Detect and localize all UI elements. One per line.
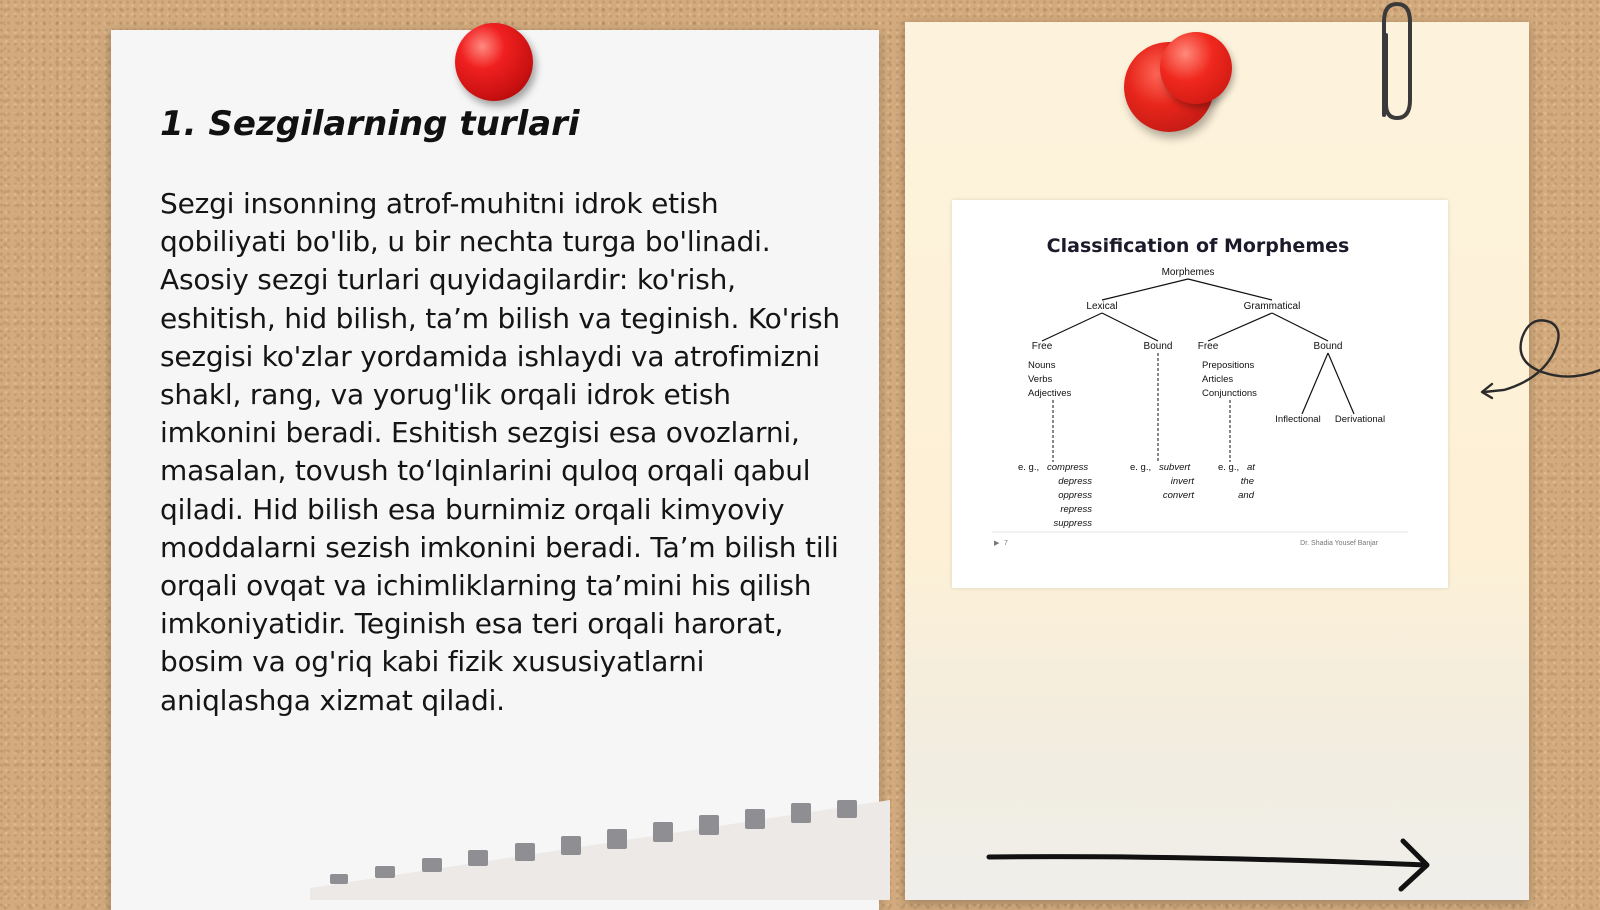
squiggle-arrow-icon <box>1480 310 1600 410</box>
node-lexical: Lexical <box>1086 301 1118 312</box>
long-arrow-icon <box>985 835 1445 895</box>
node-morphemes: Morphemes <box>1161 267 1215 278</box>
example-word: depress <box>1058 476 1092 487</box>
example-word: invert <box>1170 476 1194 487</box>
play-icon: ▶ <box>994 540 1000 547</box>
example-word: compress <box>1047 462 1089 473</box>
free-type-nouns: Nouns <box>1028 360 1056 371</box>
example-prefix: e. g., <box>1130 462 1152 473</box>
example-word: and <box>1238 490 1254 501</box>
slide-body-text: Sezgi insonning atrof-muhitni idrok etish qobiliyati bo'lib, u bir nechta turga bo'linadi. Asosiy sezgi turlari quyidagilardir: ko'rish, eshitish, hid bilish, ta’m bilish va teginish. Ko'rish sezgisi ko'zlar yordamida ishlaydi va atrofimizni shakl, rang, va yorug'lik orqali idrok etish imkonini beradi. Eshitish sezgisi esa ovozlarni, masalan, tovush to‘lqinlarini quloq orqali qabul qiladi. Hid bilish esa burnimiz orqali kimyoviy moddalarni sezish imkonini beradi. Ta’m bilish tili orqali ovqat va ichimliklarning ta’mini his qilish imkoniyatidir. Teginish esa teri orqali harorat, bosim va og'riq kabi fizik xususiyatlarni aniqlashga xizmat qiladi. <box>160 187 840 717</box>
footer-author: Dr. Shadia Yousef Banjar <box>1300 540 1378 547</box>
torn-paper-edge <box>310 800 890 900</box>
example-word: at <box>1247 462 1255 473</box>
bound-type-derivational: Derivational <box>1334 414 1386 425</box>
node-grammatical-bound: Bound <box>1313 341 1343 352</box>
bound-type-inflectional: Inflectional <box>1275 414 1321 425</box>
node-grammatical-free: Free <box>1197 341 1219 352</box>
morpheme-tree-diagram <box>952 200 1448 588</box>
example-word: repress <box>1060 504 1092 515</box>
slide-title: 1. Sezgilarning turlari <box>160 104 580 144</box>
node-lexical-free: Free <box>1031 341 1053 352</box>
morpheme-diagram-card <box>952 200 1448 588</box>
example-word: oppress <box>1058 490 1092 501</box>
push-pin-icon <box>455 23 533 101</box>
example-word: the <box>1240 476 1254 487</box>
gram-free-conjunctions: Conjunctions <box>1202 388 1257 399</box>
example-prefix: e. g., <box>1218 462 1240 473</box>
footer-page-number: 7 <box>1004 540 1008 547</box>
example-word: convert <box>1162 490 1194 501</box>
free-type-adjectives: Adjectives <box>1028 388 1072 399</box>
push-pin-icon <box>1160 32 1232 104</box>
node-lexical-bound: Bound <box>1143 341 1173 352</box>
example-prefix: e. g., <box>1018 462 1040 473</box>
free-type-verbs: Verbs <box>1028 374 1053 385</box>
diagram-title: Classification of Morphemes <box>1046 235 1350 257</box>
node-grammatical: Grammatical <box>1243 301 1301 312</box>
example-word: subvert <box>1159 462 1191 473</box>
gram-free-articles: Articles <box>1202 374 1234 385</box>
gram-free-prepositions: Prepositions <box>1202 360 1255 371</box>
example-word: suppress <box>1053 518 1092 529</box>
paperclip-icon <box>1370 0 1420 125</box>
